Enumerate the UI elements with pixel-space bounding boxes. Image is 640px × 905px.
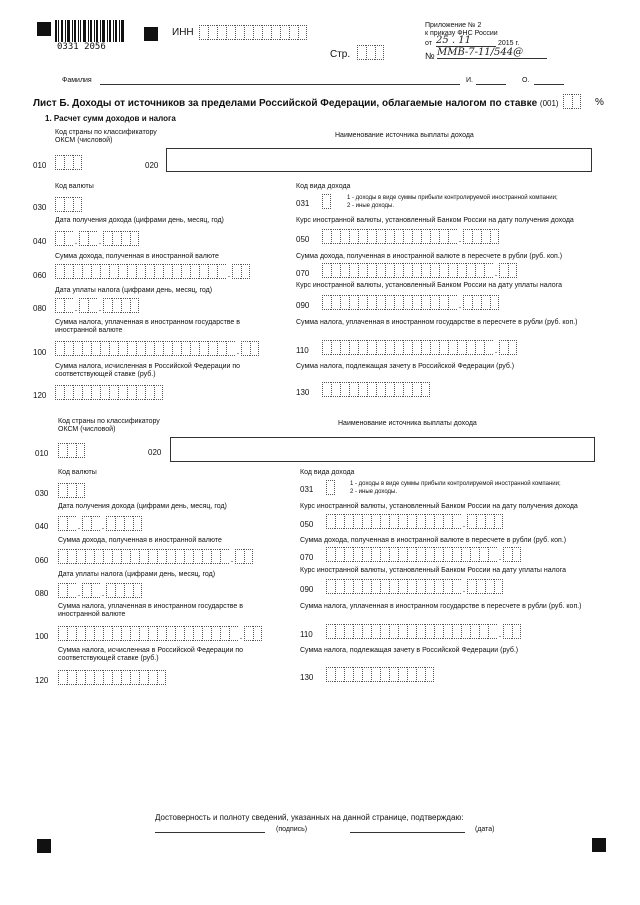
corner-marker-bottom-left [37,839,51,853]
tax-credit-cells[interactable] [326,667,434,682]
corner-marker-top-middle [144,27,158,41]
code-070: 070 [300,553,314,562]
source-label: Наименование источника выплаты дохода [335,132,474,139]
code-020: 020 [145,161,159,170]
code-090: 090 [300,585,314,594]
date-label: (дата) [475,826,495,833]
code-050: 050 [296,235,310,244]
tax-date-label: Дата уплаты налога (цифрами день, месяц, год) [58,571,216,578]
code-050: 050 [300,520,314,529]
source-name-field[interactable] [170,437,595,462]
sheet-title-code: (001) [539,99,559,108]
currency-cells[interactable] [58,483,85,498]
rate-income-cells[interactable]: . [326,514,503,529]
order-number-value: ММВ-7-11/544@ [437,47,547,59]
initial-i-label: И. [466,77,473,84]
income-type-note-2: 2 - иные доходы. [350,489,398,495]
appendix-line-2: к приказу ФНС России [425,30,498,37]
barcode [55,20,125,54]
code-030: 030 [33,203,47,212]
tax-ru-cells[interactable] [55,385,163,400]
surname-field[interactable] [100,84,460,85]
tax-paid-fx-cells[interactable]: . [55,341,259,356]
date-field[interactable] [350,832,465,833]
sheet-title [33,98,559,109]
tax-date-label: Дата уплаты налога (цифрами день, месяц, год) [55,287,213,294]
tax-date-cells[interactable]: . . [58,583,142,598]
income-type-note-1: 1 - доходы в виде суммы прибыли контролируемой иностранной компании; [350,481,561,487]
code-080: 080 [33,304,47,313]
tax-ru-cells[interactable] [58,670,166,685]
income-type-cell[interactable] [326,480,335,495]
tax-ru-label: Сумма налога, исчисленная в Российской Федерации по соответствующей ставке (руб.) [55,363,241,378]
currency-label: Код валюты [55,183,94,190]
initial-i-field[interactable] [476,84,506,85]
section-title: 1. Расчет сумм доходов и налога [45,114,176,123]
tax-paid-rub-cells[interactable]: . [326,624,521,639]
code-040: 040 [35,522,49,531]
appendix-line-1: Приложение № 2 [425,22,482,29]
inn-cells[interactable] [199,25,307,40]
code-031: 031 [296,199,310,208]
code-090: 090 [296,301,310,310]
currency-cells[interactable] [55,197,82,212]
code-031: 031 [300,485,314,494]
tax-paid-fx-label: Сумма налога, уплаченная в иностранном государстве в иностранной валюте [58,603,243,618]
tax-paid-rub-cells[interactable]: . [322,340,517,355]
order-number-prefix: № [425,51,435,61]
signature-label: (подпись) [276,826,308,833]
rate-tax-label: Курс иностранной валюты, установленный Банком России на дату уплаты налога [300,567,566,574]
currency-label: Код валюты [58,469,97,476]
sheet-title-text: Лист Б. Доходы от источников за пределами Российской Федерации, облагаемые налогом по ставке [33,98,538,109]
source-name-field[interactable] [166,148,592,172]
initial-o-field[interactable] [534,84,564,85]
code-060: 060 [35,556,49,565]
tax-credit-label: Сумма налога, подлежащая зачету в Российской Федерации (руб.) [300,647,519,654]
code-110: 110 [300,630,313,639]
income-type-label: Код вида дохода [296,183,351,190]
tax-ru-label: Сумма налога, исчисленная в Российской Федерации по соответствующей ставке (руб.) [58,647,244,662]
income-date-cells[interactable]: . . [58,516,142,531]
rate-tax-cells[interactable]: . [322,295,499,310]
rate-income-label: Курс иностранной валюты, установленный Банком России на дату получения дохода [296,217,574,224]
income-rub-cells[interactable]: . [326,547,521,562]
order-date-prefix: от [425,40,432,47]
income-fx-cells[interactable]: . [55,264,250,279]
rate-tax-cells[interactable]: . [326,579,503,594]
tax-paid-rub-label: Сумма налога, уплаченная в иностранном государстве в пересчете в рубли (руб. коп.) [296,319,578,326]
surname-label: Фамилия [62,77,92,84]
code-130: 130 [296,388,310,397]
income-fx-label: Сумма дохода, полученная в иностранной валюте [58,537,222,544]
code-070: 070 [296,269,310,278]
tax-paid-fx-cells[interactable]: . [58,626,262,641]
initial-o-label: О. [522,77,530,84]
income-type-label: Код вида дохода [300,469,355,476]
barcode-number: 0331 2056 [57,42,106,52]
code-100: 100 [33,348,47,357]
order-date-value: 25 . 11 [436,35,496,47]
income-type-cell[interactable] [322,194,331,209]
percent-sign: % [595,97,604,108]
code-120: 120 [35,676,49,685]
income-fx-label: Сумма дохода, полученная в иностранной валюте [55,253,219,260]
order-year: 2015 г. [498,40,520,47]
country-label: Код страны по классификатору ОКСМ (числовой) [58,418,160,433]
code-080: 080 [35,589,49,598]
code-100: 100 [35,632,49,641]
income-date-cells[interactable]: . . [55,231,139,246]
corner-marker-bottom-right [592,838,606,852]
code-030: 030 [35,489,49,498]
tax-credit-label: Сумма налога, подлежащая зачету в Российской Федерации (руб.) [296,363,515,370]
country-label: Код страны по классификатору ОКСМ (числовой) [55,129,157,144]
tax-date-cells[interactable]: . . [55,298,139,313]
income-type-note-2: 2 - иные доходы. [347,203,395,209]
confirmation-text: Достоверность и полноту сведений, указанных на данной странице, подтверждаю: [155,813,464,822]
income-rub-label: Сумма дохода, полученная в иностранной валюте в пересчете в рубли (руб. коп.) [296,253,563,260]
source-label: Наименование источника выплаты дохода [338,420,477,427]
rate-tax-label: Курс иностранной валюты, установленный Банком России на дату уплаты налога [296,282,562,289]
income-rub-cells[interactable]: . [322,263,517,278]
income-date-label: Дата получения дохода (цифрами день, месяц, год) [58,503,227,510]
code-060: 060 [33,271,47,280]
income-type-note-1: 1 - доходы в виде суммы прибыли контролируемой иностранной компании; [347,195,558,201]
code-010: 010 [35,449,49,458]
inn-label: ИНН [172,27,194,38]
country-cells[interactable] [58,443,85,458]
page-cells[interactable] [357,45,384,60]
code-120: 120 [33,391,47,400]
income-fx-cells[interactable]: . [58,549,253,564]
tax-paid-rub-label: Сумма налога, уплаченная в иностранном государстве в пересчете в рубли (руб. коп.) [300,603,582,610]
rate-income-label: Курс иностранной валюты, установленный Банком России на дату получения дохода [300,503,578,510]
barcode-bars [55,20,125,42]
signature-field[interactable] [155,832,265,833]
tax-credit-cells[interactable] [322,382,430,397]
corner-marker-top-left [37,22,51,36]
code-130: 130 [300,673,314,682]
code-020: 020 [148,448,162,457]
code-040: 040 [33,237,47,246]
income-date-label: Дата получения дохода (цифрами день, месяц, год) [55,217,224,224]
rate-income-cells[interactable]: . [322,229,499,244]
tax-rate-cells[interactable] [563,94,581,109]
tax-paid-fx-label: Сумма налога, уплаченная в иностранном государстве в иностранной валюте [55,319,240,334]
page-label: Стр. [330,49,351,60]
code-110: 110 [296,346,309,355]
country-cells[interactable] [55,155,82,170]
income-rub-label: Сумма дохода, полученная в иностранной валюте в пересчете в рубли (руб. коп.) [300,537,567,544]
code-010: 010 [33,161,47,170]
